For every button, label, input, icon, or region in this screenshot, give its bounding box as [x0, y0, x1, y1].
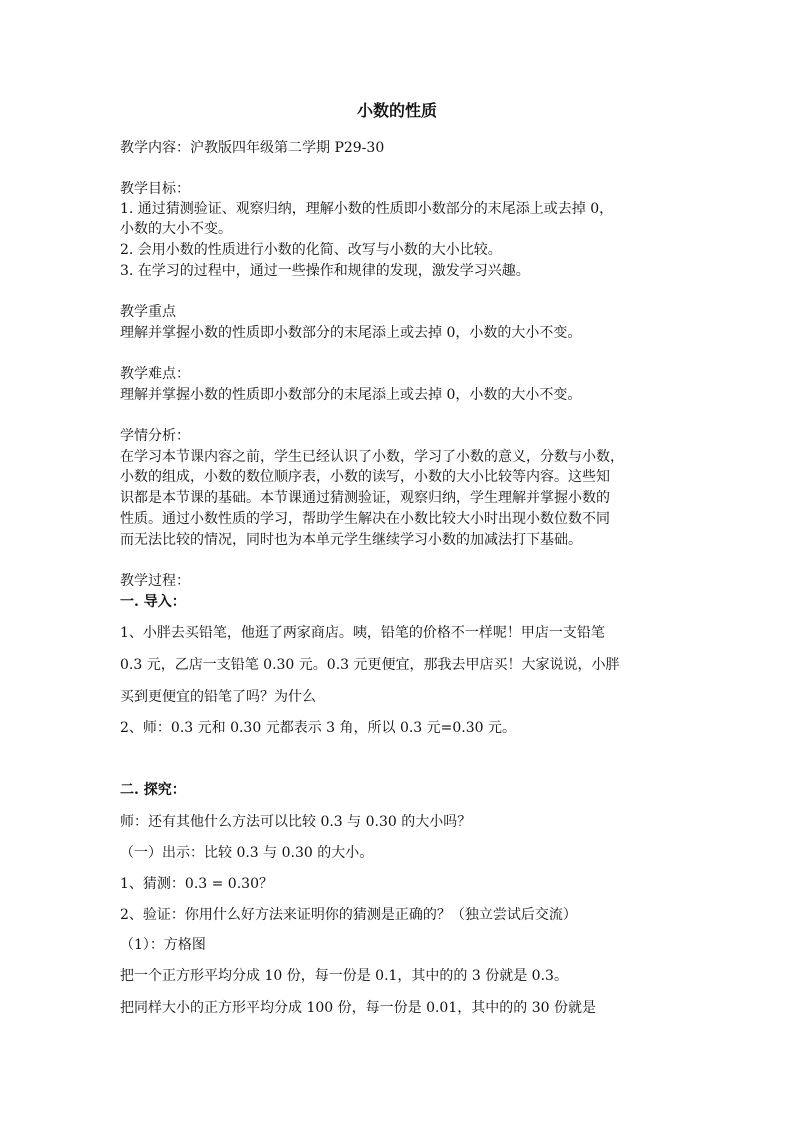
- goals-line: 1. 通过猜测验证、观察归纳，理解小数的性质即小数部分的末尾添上或去掉 0，: [120, 201, 614, 217]
- paragraph-line: 0.3 元，乙店一支铅笔 0.30 元。0.3 元更便宜，那我去甲店买！大家说说，小胖: [120, 657, 620, 673]
- analysis-heading: 学情分析：: [120, 428, 190, 444]
- paragraph-line: 2、验证：你用什么好方法来证明你的猜测是正确的？（独立尝试后交流）: [120, 907, 577, 923]
- paragraph-line: 1、小胖去买铅笔，他逛了两家商店。咦，铅笔的价格不一样呢！甲店一支铅笔: [120, 625, 605, 641]
- section-heading: 一. 导入：: [120, 594, 186, 610]
- goals-line: 小数的大小不变。: [120, 221, 232, 237]
- paragraph-line: 1、猜测：0.3 = 0.30？: [120, 876, 273, 892]
- section-heading: 二. 探究：: [120, 782, 186, 798]
- analysis-line: 而无法比较的情况，同时也为本单元学生继续学习小数的加减法打下基础。: [120, 532, 582, 548]
- paragraph-line: 师：还有其他什么方法可以比较 0.3 与 0.30 的大小吗？: [120, 814, 472, 830]
- paragraph-line: 2、师：0.3 元和 0.30 元都表示 3 角，所以 0.3 元=0.30 元。: [120, 720, 517, 736]
- analysis-line: 小数的组成，小数的数位顺序表，小数的读写，小数的大小比较等内容。这些知: [120, 469, 610, 485]
- key-point-heading: 教学重点: [120, 304, 176, 320]
- analysis-line: 识都是本节课的基础。本节课通过猜测验证，观察归纳，学生理解并掌握小数的: [120, 490, 610, 506]
- paragraph-line: 买到更便宜的铅笔了吗？为什么: [120, 689, 316, 705]
- paragraph-line: （一）出示：比较 0.3 与 0.30 的大小。: [120, 845, 374, 861]
- goals-line: 3. 在学习的过程中，通过一些操作和规律的发现，激发学习兴趣。: [120, 263, 530, 279]
- process-heading: 教学过程：: [120, 573, 190, 589]
- paragraph-line: （1）：方格图: [120, 937, 206, 953]
- analysis-line: 在学习本节课内容之前，学生已经认识了小数，学习了小数的意义，分数与小数，: [120, 449, 624, 465]
- paragraph-line: 把同样大小的正方形平均分成 100 份，每一份是 0.01，其中的的 30 份就是: [120, 1000, 596, 1016]
- document-title: 小数的性质: [356, 101, 437, 120]
- key-point-text: 理解并掌握小数的性质即小数部分的末尾添上或去掉 0，小数的大小不变。: [120, 325, 582, 341]
- paragraph-line: 把一个正方形平均分成 10 份，每一份是 0.1，其中的的 3 份就是 0.3。: [120, 968, 568, 984]
- goals-heading: 教学目标：: [120, 181, 190, 197]
- analysis-line: 性质。通过小数性质的学习，帮助学生解决在小数比较大小时出现小数位数不同: [120, 511, 610, 527]
- difficulty-text: 理解并掌握小数的性质即小数部分的末尾添上或去掉 0，小数的大小不变。: [120, 387, 582, 403]
- difficulty-heading: 教学难点：: [120, 366, 190, 382]
- content-line: 教学内容：沪教版四年级第二学期 P29-30: [120, 140, 385, 156]
- goals-line: 2. 会用小数的性质进行小数的化简、改写与小数的大小比较。: [120, 242, 502, 258]
